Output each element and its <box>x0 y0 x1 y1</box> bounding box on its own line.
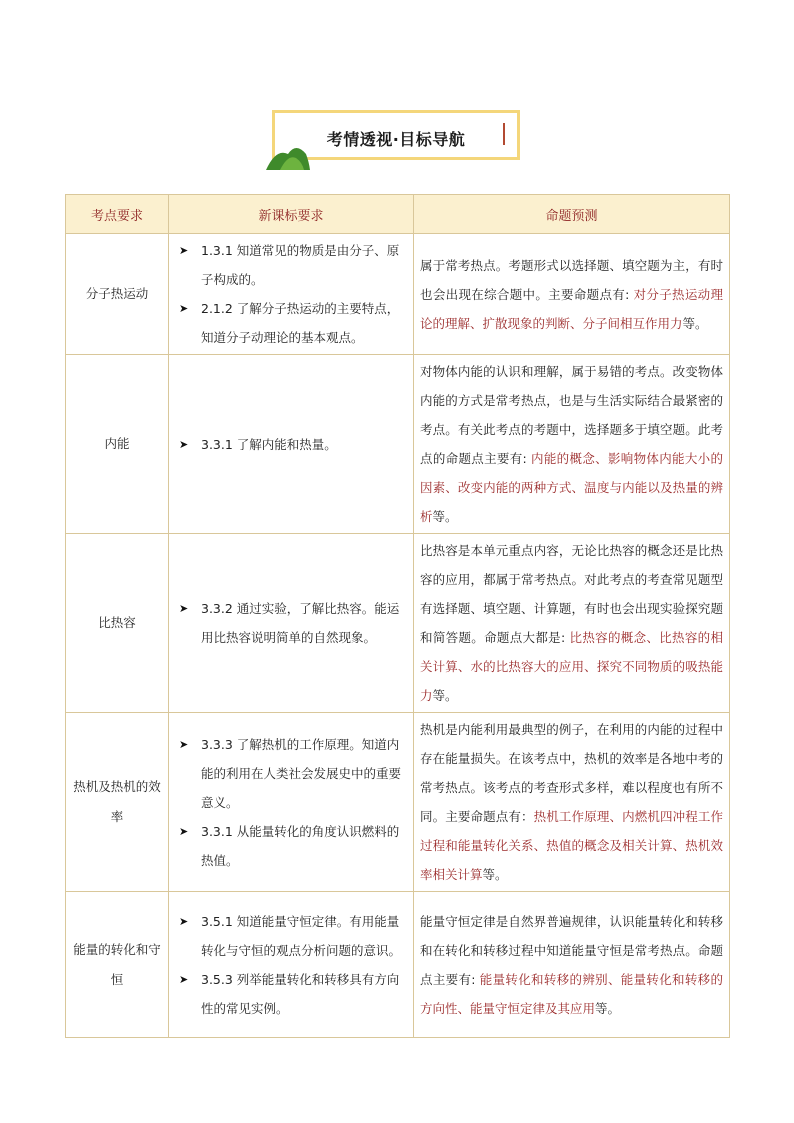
key-points: 对分子热运动理论的理解、扩散现象的判断、分子间相互作用力 <box>420 286 723 331</box>
standard-item: ➤ 2.1.2 了解分子热运动的主要特点，知道分子动理论的基本观点。 <box>179 294 405 352</box>
arrow-bullet-icon: ➤ <box>179 602 189 615</box>
table-row <box>66 234 730 355</box>
arrow-bullet-icon: ➤ <box>179 824 189 838</box>
arrow-bullet-icon: ➤ <box>179 437 189 451</box>
topic-cell: 热机及热机的效率 <box>66 713 169 892</box>
key-points: 热机工作原理、内燃机四冲程工作过程和能量转化关系、热值的概念及相关计算、热机效率相关计算 <box>420 809 723 882</box>
standard-item: ➤ 1.3.1 知道常见的物质是由分子、原子构成的。 <box>179 236 405 294</box>
hills-icon <box>266 140 310 170</box>
prediction-cell: 对物体内能的认识和理解，属于易错的考点。改变物体内能的方式是常考热点，也是与生活实际结合最紧密的考点。有关此考点的考题中，选择题多于填空题。此考点的命题点主要有: 内能的概念、影响物体内能大小的因素、改变内能的两种方式、温度与内能以及热量的辨析等。 <box>414 355 730 534</box>
header-standard: 新课标要求 <box>169 195 414 234</box>
standard-item: ➤ 3.3.2 通过实验，了解比热容。能运用比热容说明简单的自然现象。 <box>179 594 405 652</box>
topic-cell: 能量的转化和守恒 <box>66 892 169 1038</box>
standard-item: ➤ 3.5.1 知道能量守恒定律。有用能量转化与守恒的观点分析问题的意识。 <box>179 907 405 965</box>
exam-requirements-table <box>65 194 730 1038</box>
standard-item: ➤ 3.5.3 列举能量转化和转移具有方向性的常见实例。 <box>179 965 405 1023</box>
standards-cell <box>169 713 414 892</box>
standards-cell <box>169 534 414 713</box>
standard-item: ➤ 3.3.1 了解内能和热量。 <box>179 430 405 459</box>
arrow-bullet-icon: ➤ <box>179 914 189 928</box>
standards-cell <box>169 234 414 355</box>
key-points: 内能的概念、影响物体内能大小的因素、改变内能的两种方式、温度与内能以及热量的辨析 <box>420 451 723 524</box>
prediction-cell: 属于常考热点。考题形式以选择题、填空题为主，有时也会出现在综合题中。主要命题点有: 对分子热运动理论的理解、扩散现象的判断、分子间相互作用力等。 <box>414 234 730 355</box>
table-row <box>66 713 730 892</box>
topic-cell: 分子热运动 <box>66 234 169 355</box>
key-points: 能量转化和转移的辨别、能量转化和转移的方向性、能量守恒定律及其应用 <box>420 971 723 1016</box>
table-row <box>66 892 730 1038</box>
topic-cell: 内能 <box>66 355 169 534</box>
standard-item: ➤ 3.3.1 从能量转化的角度认识燃料的热值。 <box>179 817 405 875</box>
topic-cell: 比热容 <box>66 534 169 713</box>
header-topic: 考点要求 <box>66 195 169 234</box>
standard-item: ➤ 3.3.3 了解热机的工作原理。知道内能的利用在人类社会发展史中的重要意义。 <box>179 730 405 817</box>
key-points: 比热容的概念、比热容的相关计算、水的比热容大的应用、探究不同物质的吸热能力 <box>420 630 723 703</box>
table-row <box>66 534 730 713</box>
header-prediction: 命题预测 <box>414 195 730 234</box>
arrow-bullet-icon: ➤ <box>179 244 189 257</box>
table-row <box>66 355 730 534</box>
prediction-cell: 热机是内能利用最典型的例子，在利用的内能的过程中存在能量损失。在该考点中，热机的效率是各地中考的常考热点。该考点的考查形式多样，难以程度也有所不同。主要命题点有：热机工作原理、内燃机四冲程工作过程和能量转化关系、热值的概念及相关计算、热机效率相关计算等。 <box>414 713 730 892</box>
table-header-row <box>66 195 730 234</box>
standards-cell <box>169 892 414 1038</box>
prediction-cell: 比热容是本单元重点内容，无论比热容的概念还是比热容的应用，都属于常考热点。对此考点的考查常见题型有选择题、填空题、计算题，有时也会出现实验探究题和简答题。命题点大都是: 比热容的概念、比热容的相关计算、水的比热容大的应用、探究不同物质的吸热能力等。 <box>414 534 730 713</box>
arrow-bullet-icon: ➤ <box>179 972 189 986</box>
arrow-bullet-icon: ➤ <box>179 737 189 751</box>
banner-accent-mark <box>503 123 505 145</box>
prediction-cell: 能量守恒定律是自然界普遍规律，认识能量转化和转移和在转化和转移过程中知道能量守恒是常考热点。命题点主要有: 能量转化和转移的辨别、能量转化和转移的方向性、能量守恒定律及其应用等。 <box>414 892 730 1038</box>
standards-cell <box>169 355 414 534</box>
arrow-bullet-icon: ➤ <box>179 302 189 315</box>
banner-title: 考情透视·目标导航 <box>326 130 466 149</box>
title-banner <box>266 110 522 168</box>
